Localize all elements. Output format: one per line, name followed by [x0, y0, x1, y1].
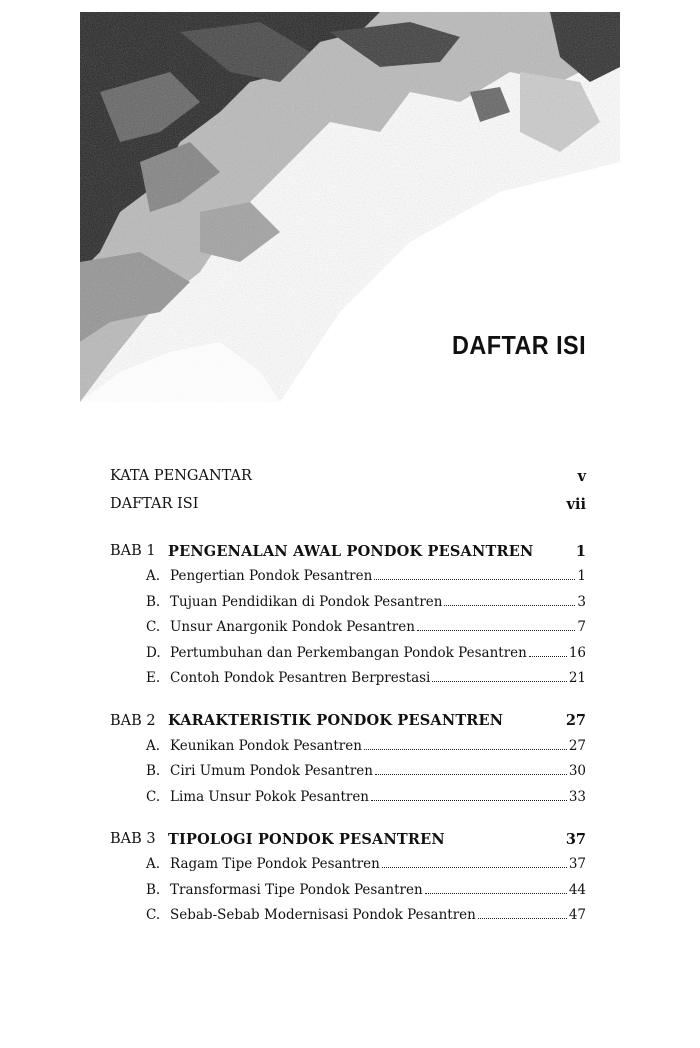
- section-letter: A.: [146, 568, 161, 584]
- section-letter: E.: [146, 670, 161, 686]
- dot-leader: [529, 656, 567, 657]
- toc-section[interactable]: [110, 907, 586, 933]
- section-title: Transformasi Tipe Pondok Pesantren: [170, 881, 423, 898]
- section-letter: C.: [146, 907, 161, 923]
- section-title: Tujuan Pendidikan di Pondok Pesantren: [170, 593, 443, 610]
- dot-leader: [478, 918, 567, 919]
- dot-leader: [364, 749, 567, 750]
- toc-section[interactable]: [110, 789, 586, 815]
- dot-leader: [371, 800, 567, 801]
- section-title: Contoh Pondok Pesantren Berprestasi: [170, 670, 431, 686]
- section-page: 7: [577, 619, 586, 635]
- chapter-page: 1: [575, 542, 586, 560]
- toc-chapter[interactable]: [110, 534, 586, 568]
- toc-chapter[interactable]: [110, 822, 586, 856]
- dot-leader: [375, 774, 567, 775]
- section-page: 16: [568, 644, 586, 661]
- chapter-number: BAB 1: [110, 543, 156, 559]
- dot-leader: [382, 867, 567, 868]
- toc-section[interactable]: [110, 670, 586, 696]
- toc-section[interactable]: [110, 645, 586, 671]
- section-page: 30: [568, 763, 586, 779]
- section-title: Lima Unsur Pokok Pesantren: [170, 788, 370, 805]
- dot-leader: [432, 681, 566, 682]
- toc-front-item[interactable]: [110, 462, 586, 490]
- section-letter: B.: [146, 763, 161, 779]
- toc-front-label: KATA PENGANTAR: [110, 468, 252, 484]
- toc-front-item[interactable]: [110, 490, 586, 518]
- toc-section[interactable]: [110, 738, 586, 764]
- section-page: 33: [568, 788, 586, 805]
- chapter-title: KARAKTERISTIK PONDOK PESANTREN: [168, 712, 504, 729]
- section-title: Sebab-Sebab Modernisasi Pondok Pesantren: [170, 907, 476, 923]
- section-page: 1: [577, 568, 586, 584]
- section-letter: C.: [146, 788, 161, 805]
- section-letter: B.: [146, 881, 161, 898]
- chapter-page: 37: [565, 830, 586, 848]
- dot-leader: [417, 630, 575, 631]
- chapter-title: PENGENALAN AWAL PONDOK PESANTREN: [168, 542, 534, 560]
- chapter-page: 27: [565, 712, 586, 729]
- toc-section[interactable]: [110, 568, 586, 594]
- page-title: DAFTAR ISI: [452, 330, 587, 360]
- section-title: Pengertian Pondok Pesantren: [170, 568, 373, 584]
- section-letter: A.: [146, 737, 161, 754]
- toc-section[interactable]: [110, 594, 586, 620]
- chapter-title: TIPOLOGI PONDOK PESANTREN: [168, 830, 445, 848]
- section-title: Pertumbuhan dan Perkembangan Pondok Pesantren: [170, 644, 527, 661]
- section-letter: D.: [146, 644, 161, 661]
- dot-leader: [374, 579, 575, 580]
- section-page: 21: [568, 670, 586, 686]
- section-page: 37: [568, 856, 586, 872]
- toc-section[interactable]: [110, 856, 586, 882]
- section-letter: A.: [146, 856, 161, 872]
- section-title: Ragam Tipe Pondok Pesantren: [170, 856, 380, 872]
- toc-front-label: DAFTAR ISI: [110, 496, 199, 512]
- toc-front-page: v: [577, 467, 586, 485]
- dot-leader: [444, 605, 575, 606]
- section-title: Unsur Anargonik Pondok Pesantren: [170, 619, 415, 635]
- chapter-number: BAB 3: [110, 831, 156, 847]
- section-title: Ciri Umum Pondok Pesantren: [170, 763, 373, 779]
- chapter-number: BAB 2: [110, 712, 156, 729]
- section-title: Keunikan Pondok Pesantren: [170, 737, 362, 754]
- section-page: 27: [568, 737, 586, 754]
- section-letter: B.: [146, 593, 161, 610]
- toc-chapter[interactable]: [110, 704, 586, 738]
- dot-leader: [425, 893, 567, 894]
- toc-section[interactable]: [110, 619, 586, 645]
- section-page: 44: [568, 881, 586, 898]
- toc-section[interactable]: [110, 763, 586, 789]
- table-of-contents: [110, 462, 586, 933]
- section-letter: C.: [146, 619, 161, 635]
- toc-section[interactable]: [110, 882, 586, 908]
- toc-front-page: vii: [566, 495, 586, 513]
- section-page: 3: [577, 593, 586, 610]
- section-page: 47: [568, 907, 586, 923]
